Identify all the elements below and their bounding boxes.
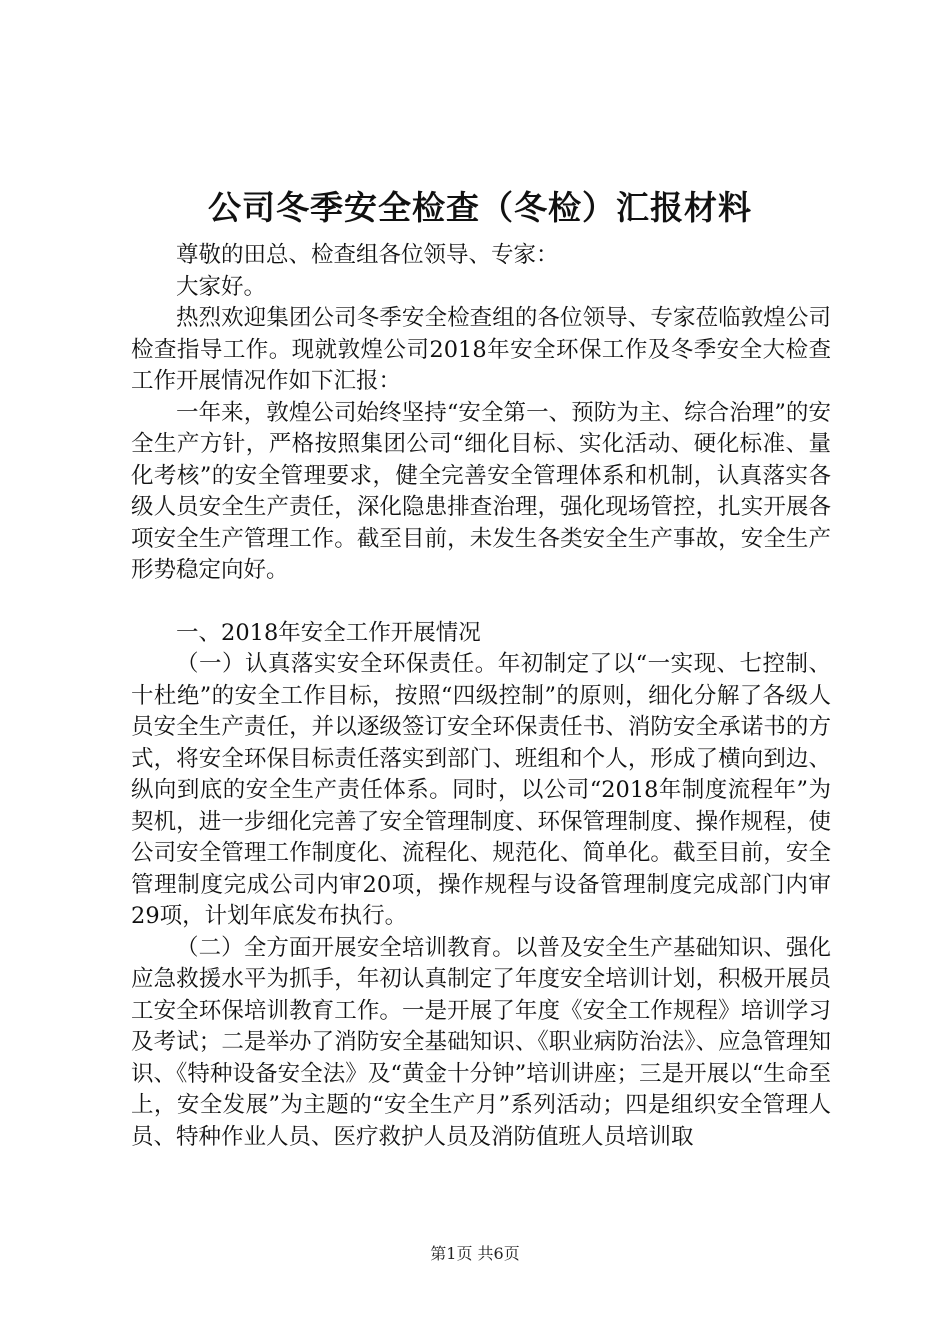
welcome-paragraph: 热烈欢迎集团公司冬季安全检查组的各位领导、专家莅临敦煌公司检查指导工作。现就敦煌公司2018年安全环保工作及冬季安全大检查工作开展情况作如下汇报： — [131, 305, 831, 394]
summary-paragraph: 一年来，敦煌公司始终坚持“安全第一、预防为主、综合治理”的安全生产方针，严格按照集团公司“细化目标、实化活动、硬化标准、量化考核”的安全管理要求，健全完善安全管理体系和机制，认真落实各级人员安全生产责任，深化隐患排查治理，强化现场管控，扎实开展各项安全生产管理工作。截至目前，未发生各类安全生产事故，安全生产形势稳定向好。 — [131, 399, 831, 583]
document-body — [131, 240, 831, 1153]
document-title: 公司冬季安全检查（冬检）汇报材料 — [208, 188, 752, 227]
greeting-paragraph: 大家好。 — [176, 273, 267, 300]
section-paragraph-1: （一）认真落实安全环保责任。年初制定了以“一实现、七控制、十杜绝”的安全工作目标，按照“四级控制”的原则，细化分解了各级人员安全生产责任，并以逐级签订安全环保责任书、消防安全承诺书的方式，将安全环保目标责任落实到部门、班组和个人，形成了横向到边、纵向到底的安全生产责任体系。同时，以公司“2018年制度流程年”为契机，进一步细化完善了安全管理制度、环保管理制度、操作规程，使公司安全管理工作制度化、流程化、规范化、简单化。截至目前，安全管理制度完成公司内审20项，操作规程与设备管理制度完成部门内审29项，计划年底发布执行。 — [131, 651, 831, 929]
page-number-footer: 第1页 共6页 — [430, 1244, 520, 1263]
section-paragraph-2: （二）全方面开展安全培训教育。以普及安全生产基础知识、强化应急救援水平为抓手，年初认真制定了年度安全培训计划，积极开展员工安全环保培训教育工作。一是开展了年度《安全工作规程》培训学习及考试；二是举办了消防安全基础知识、《职业病防治法》、应急管理知识、《特种设备安全法》及“黄金十分钟”培训讲座；三是开展以“生命至上，安全发展”为主题的“安全生产月”系列活动；四是组织安全管理人员、特种作业人员、医疗救护人员及消防值班人员培训取 — [131, 934, 831, 1150]
section-heading: 一、2018年安全工作开展情况 — [176, 619, 481, 646]
paragraph-gap — [131, 587, 831, 618]
salutation-paragraph: 尊敬的田总、检查组各位领导、专家： — [176, 242, 559, 268]
